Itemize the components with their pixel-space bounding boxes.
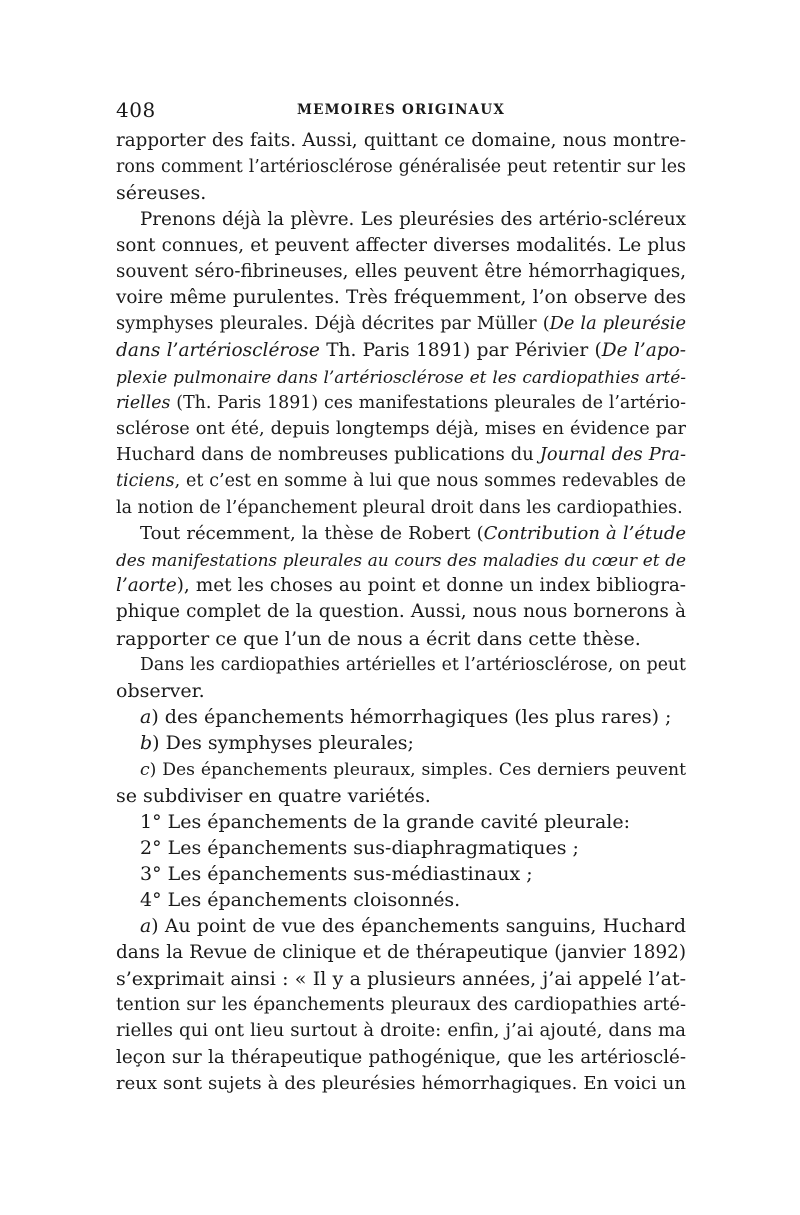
text-line: reux sont sujets à des pleurésies hémorrhagiques. En voici un [116, 1072, 686, 1094]
list-item-4: 4° Les épanchements cloisonnés. [140, 889, 461, 912]
list-item-3: 3° Les épanchements sus-médiastinaux ; [140, 863, 533, 886]
text-line: séreuses. [116, 182, 207, 205]
text-line: Dans les cardiopathies artérielles et l’artériosclérose, on peut [140, 654, 686, 675]
text-line: la notion de l’épanchement pleural droit dans les cardiopathies. [116, 497, 683, 518]
text-line: phique complet de la question. Aussi, nous nous bornerons à [116, 601, 686, 623]
list-item-2: 2° Les épanchements sus-diaphragmatiques ; [140, 837, 579, 860]
text-line: ticiens, et c’est en somme à lui que nous sommes redevables de [116, 471, 686, 492]
running-header [116, 98, 686, 126]
text-line: Prenons déjà la plèvre. Les pleurésies des artério-scléreux [140, 208, 686, 230]
list-item-a: a) des épanchements hémorrhagiques (les plus rares) ; [140, 706, 672, 729]
text-line: rielles (Th. Paris 1891) ces manifestations pleurales de l’artério- [116, 392, 686, 413]
text-line: Tout récemment, la thèse de Robert (Contribution à l’étude [140, 522, 686, 544]
text-line: rapporter ce que l’un de nous a écrit dans cette thèse. [116, 627, 641, 650]
text-line: plexie pulmonaire dans l’artériosclérose et les cardiopathies arté- [116, 366, 686, 387]
body-text [116, 128, 686, 1097]
list-item-1: 1° Les épanchements de la grande cavité pleurale: [140, 810, 630, 833]
text-line: a) Au point de vue des épanchements sanguins, Huchard [140, 915, 686, 937]
text-line: rons comment l’artériosclérose généralisée peut retentir sur les [116, 157, 686, 178]
running-title: MEMOIRES ORIGINAUX [296, 102, 505, 118]
text-line: dans l’artériosclérose Th. Paris 1891) par Périvier (De l’apo- [116, 339, 686, 361]
list-item-c: c) Des épanchements pleuraux, simples. Ces derniers peuvent [140, 759, 686, 780]
text-line: leçon sur la thérapeutique pathogénique, que les artériosclé- [116, 1046, 686, 1068]
text-line: symphyses pleurales. Déjà décrites par Müller (De la pleurésie [116, 314, 686, 335]
text-line: s’exprimait ainsi : « Il y a plusieurs années, j’ai appelé l’at- [116, 968, 686, 990]
text-line: observer. [116, 679, 205, 702]
text-line: tention sur les épanchements pleuraux des cardiopathies arté- [116, 994, 686, 1016]
text-line: souvent séro-fibrineuses, elles peuvent être hémorrhagiques, [116, 260, 686, 282]
page-number: 408 [116, 98, 156, 122]
list-item-b: b) Des symphyses pleurales; [140, 732, 414, 755]
text-line: sont connues, et peuvent affecter diverses modalités. Le plus [116, 234, 686, 256]
text-line: sclérose ont été, depuis longtemps déjà, mises en évidence par [116, 419, 686, 440]
text-line: rapporter des faits. Aussi, quittant ce domaine, nous montre- [116, 130, 686, 151]
text-line: dans la Revue de clinique et de thérapeutique (janvier 1892) [116, 941, 686, 963]
text-line: l’aorte), met les choses au point et donne un index bibliogra- [116, 575, 686, 597]
text-line: rielles qui ont lieu surtout à droite: enfin, j’ai ajouté, dans ma [116, 1020, 686, 1042]
text-line: Huchard dans de nombreuses publications du Journal des Pra- [116, 444, 686, 466]
text-line: voire même purulentes. Très fréquemment, l’on observe des [116, 287, 686, 309]
text-line: se subdiviser en quatre variétés. [116, 784, 431, 807]
text-line: des manifestations pleurales au cours des maladies du cœur et de [116, 550, 686, 570]
